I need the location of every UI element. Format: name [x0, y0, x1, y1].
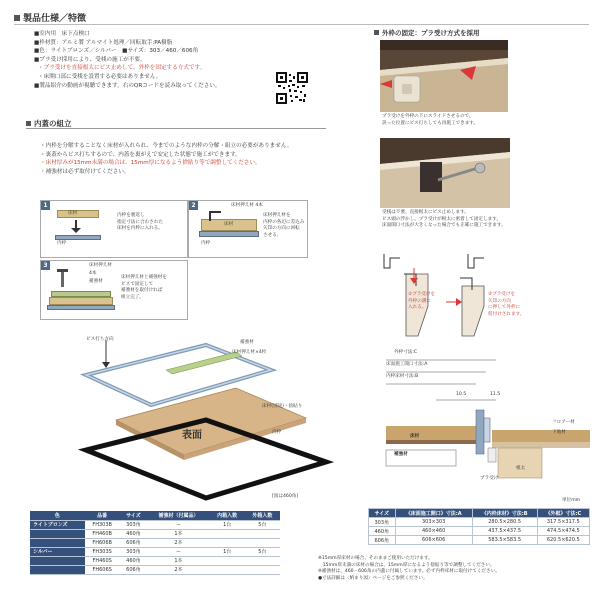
assembly-line: ・裏蓋からビス打ちするので、内蓋を裏がえで安定した状態で施工ができます。	[40, 151, 241, 158]
floor-board: 床材	[201, 219, 257, 231]
step-number: 2	[189, 201, 198, 210]
table-cell: 1本	[147, 529, 209, 538]
figure-note: [図は460角]	[272, 494, 299, 499]
table-cell: 474.5×474.5	[537, 527, 589, 536]
spec-line: ・プラ受けを直接根太にビス止めして、外枠を固定する方式です。	[38, 65, 206, 72]
table-row	[30, 565, 280, 574]
table-cell: 606角	[369, 536, 396, 545]
spec-list	[34, 30, 221, 90]
table-row	[369, 536, 590, 545]
notes	[318, 556, 500, 582]
inner-frame-part	[47, 305, 115, 310]
screw-icon	[61, 271, 64, 287]
spec-line: ■色：ライトブロンズ／シルバー ■サイズ：303／460／606角	[34, 48, 199, 55]
color-cell: シルバー	[30, 547, 85, 556]
table-header: 《外框》寸法:C	[537, 509, 589, 518]
table-cell: 1台	[210, 547, 245, 556]
color-cell: ライトブロンズ	[30, 520, 85, 529]
part-label: 内枠	[201, 241, 211, 246]
table-cell: 303角	[119, 520, 147, 529]
step-note: 床材押え材と補強材を ビスで固定して 補強材を取付ければ 組立完了。	[121, 275, 167, 300]
table-header: 《内枠床材》寸法:B	[472, 509, 537, 518]
table-cell: 460角	[119, 529, 147, 538]
table-cell: 606×606	[395, 536, 472, 545]
inner-frame-part	[55, 235, 101, 240]
table-row	[369, 527, 590, 536]
spec-line: ■プラ受け採用により、受桟の施工が不要。	[34, 56, 146, 63]
step-number: 1	[41, 201, 50, 210]
table-cell: ー	[147, 547, 209, 556]
part-label: 補強材	[89, 279, 103, 284]
table-header: サイズ	[369, 509, 396, 518]
spec-line: ■室内用 床下点検口	[34, 31, 90, 37]
qr-code-icon[interactable]	[276, 72, 308, 104]
title-divider	[14, 24, 589, 25]
table-cell: 280.5×280.5	[472, 518, 537, 527]
table-cell: FH606B	[85, 538, 120, 547]
table-cell: 1本	[147, 556, 209, 565]
table-cell: 303角	[369, 518, 396, 527]
callout-1: ①プラ受けを 外枠の溝に 入れる。	[408, 292, 436, 311]
subfloor-label: 下地材	[552, 430, 566, 435]
callout-2: ②プラ受けを 矢印の方向 に押して外枠に 仮付けされます。	[488, 292, 525, 317]
screw-direction-label: ビス打ち方向	[86, 337, 114, 342]
spec-line: ■枠材質：アルミ製 アルマイト処理／回転取手:PA樹脂	[34, 39, 173, 46]
step-note: 床材押え材を 内枠の各辺に差込み 矢印の方向に回転 させる。	[263, 213, 305, 238]
table-cell: 620.5×620.5	[537, 536, 589, 545]
table-cell: 2本	[147, 565, 209, 574]
assembly-line: ・補強材は必ず取付けてください。	[40, 168, 130, 175]
table-cell: 1台	[210, 520, 245, 529]
pla-receiver-label: プラ受け	[480, 476, 499, 481]
table-row	[30, 556, 280, 565]
assembly-line: ・床材厚みが15mm未満の場合は、15mm厚になるよう捨貼り等で調整してください。	[40, 160, 261, 167]
title-square-icon	[14, 15, 20, 21]
table-cell: 583.5×583.5	[472, 536, 537, 545]
table-row	[30, 538, 280, 547]
table-cell: 317.5×317.5	[537, 518, 589, 527]
arrow-head-icon	[71, 228, 81, 233]
table-cell: FH460B	[85, 529, 120, 538]
note-line: 15mm厚未満の床材の場合は、15mm厚になるよう捨貼り等で調整してください。	[318, 562, 495, 568]
table-cell: FH303S	[85, 547, 120, 556]
floor-board: 床材	[57, 210, 99, 218]
part-label: 内枠	[57, 241, 67, 246]
table-header: 《床面施工開口》寸法:A	[395, 509, 472, 518]
inner-frame-label: 内枠	[272, 430, 282, 435]
assembly-divider	[26, 128, 326, 129]
fix-square-icon	[374, 30, 379, 35]
unit-label: 単位mm	[562, 498, 581, 503]
product-spec-table	[30, 511, 280, 575]
floor-board	[49, 297, 113, 305]
table-row	[30, 520, 280, 529]
part-label: 床材押え材 4本	[231, 203, 263, 208]
fix-method-title: 外枠の固定：プラ受け方式を採用	[374, 28, 480, 37]
inner-dim-label: 内枠床材寸法:B	[386, 374, 419, 379]
spec-line: ■製品紹介の動画が視聴できます。右のQRコードを読み取ってください。	[34, 82, 221, 89]
outer-dim-label: 外枠寸法:C	[394, 350, 418, 355]
table-header-row	[369, 509, 590, 518]
table-header: 補強材（付属品）	[147, 511, 209, 520]
table-header-row	[30, 511, 280, 520]
page-title: 製品仕様／特徴	[14, 11, 86, 24]
reinforcement-label: 補強材	[240, 340, 254, 345]
table-cell: 2本	[147, 538, 209, 547]
joist-screw-photo	[380, 138, 510, 208]
table-header: 外箱入数	[245, 511, 280, 520]
assembly-line: ・内枠を分解することなく床材が入れられ、今までのような内枠の分解・組立の必要がありません。	[40, 143, 293, 149]
assembly-list	[40, 142, 292, 176]
part-label: 4本	[89, 271, 97, 276]
floor-open-label: 床面施工開口寸法:A	[386, 362, 428, 367]
table-cell: 5台	[245, 547, 280, 556]
flooring-label: フロアー材	[552, 420, 575, 425]
spec-line: ・床開口部に受桟を設置する必要はありません。	[38, 73, 162, 80]
table-cell: 437.5×437.5	[472, 527, 537, 536]
table-cell: 460角	[119, 556, 147, 565]
floor-label: 床材(別途)・捨貼り	[262, 404, 303, 409]
step-2-panel	[188, 200, 308, 258]
rotate-arrow-icon	[209, 211, 221, 221]
table-cell: 606角	[119, 565, 147, 574]
assembly-title: 内蓋の組立	[26, 118, 72, 129]
note-line: ※15mm厚床材の場合、そのままご使用いただけます。	[318, 556, 433, 561]
note-line: ※補強材は、460・606角の内蓋に付属しています。必ず内枠床材に取付けてください。	[318, 569, 500, 575]
dim-label-2: 11.5	[490, 392, 501, 397]
surface-label: 表面	[182, 430, 202, 441]
caption-1: プラ受けを外枠の下にスライドさせるので、 誤った位置にビス打ちしても再施工できます。	[382, 114, 479, 126]
table-cell: 303×303	[395, 518, 472, 527]
step-1-panel	[40, 200, 188, 258]
table-header: 色	[30, 511, 85, 520]
reinforcement-label: 補強材	[394, 452, 408, 457]
pla-slide-photo	[380, 40, 508, 112]
table-cell: 606角	[119, 538, 147, 547]
dim-label-1: 10.5	[456, 392, 467, 397]
table-cell: 460×460	[395, 527, 472, 536]
presser-label: 床材押え材×4枚	[232, 350, 267, 355]
table-cell: FH303B	[85, 520, 120, 529]
table-header: 内箱入数	[210, 511, 245, 520]
screw-head-icon	[57, 269, 68, 272]
exploded-view-diagram	[56, 330, 346, 510]
inner-frame-part	[199, 231, 259, 237]
joist-label: 根太	[516, 466, 526, 471]
table-cell: 5台	[245, 520, 280, 529]
table-cell: FH460S	[85, 556, 120, 565]
table-cell: ー	[147, 520, 209, 529]
note-line: ●寸法詳細は〈納まり図〉ページをご参照ください。	[318, 575, 428, 581]
table-header: 品番	[85, 511, 120, 520]
step-3-panel	[40, 260, 188, 320]
step-note: 内枠を裏返し 指定寸法に合わされた 床材を内枠に入れる。	[117, 213, 163, 232]
table-row	[30, 547, 280, 556]
caption-2: 受桟は不要。直接根太にビス止めします。 ビス頭の浮かし。プラ受けが根太に密着して固定します。 床面開口寸法が大きくなった場合でも正確に施工できます。	[382, 210, 506, 229]
table-cell: FH606S	[85, 565, 120, 574]
table-row	[369, 518, 590, 527]
part-label: 床材押え材	[89, 263, 112, 268]
step-number: 3	[41, 261, 50, 270]
table-header: サイズ	[119, 511, 147, 520]
table-row	[30, 529, 280, 538]
assembly-square-icon	[26, 121, 31, 126]
table-cell: 460角	[369, 527, 396, 536]
floor-material-label: 床材	[410, 434, 420, 439]
table-cell: 303角	[119, 547, 147, 556]
dimension-table	[368, 508, 590, 545]
